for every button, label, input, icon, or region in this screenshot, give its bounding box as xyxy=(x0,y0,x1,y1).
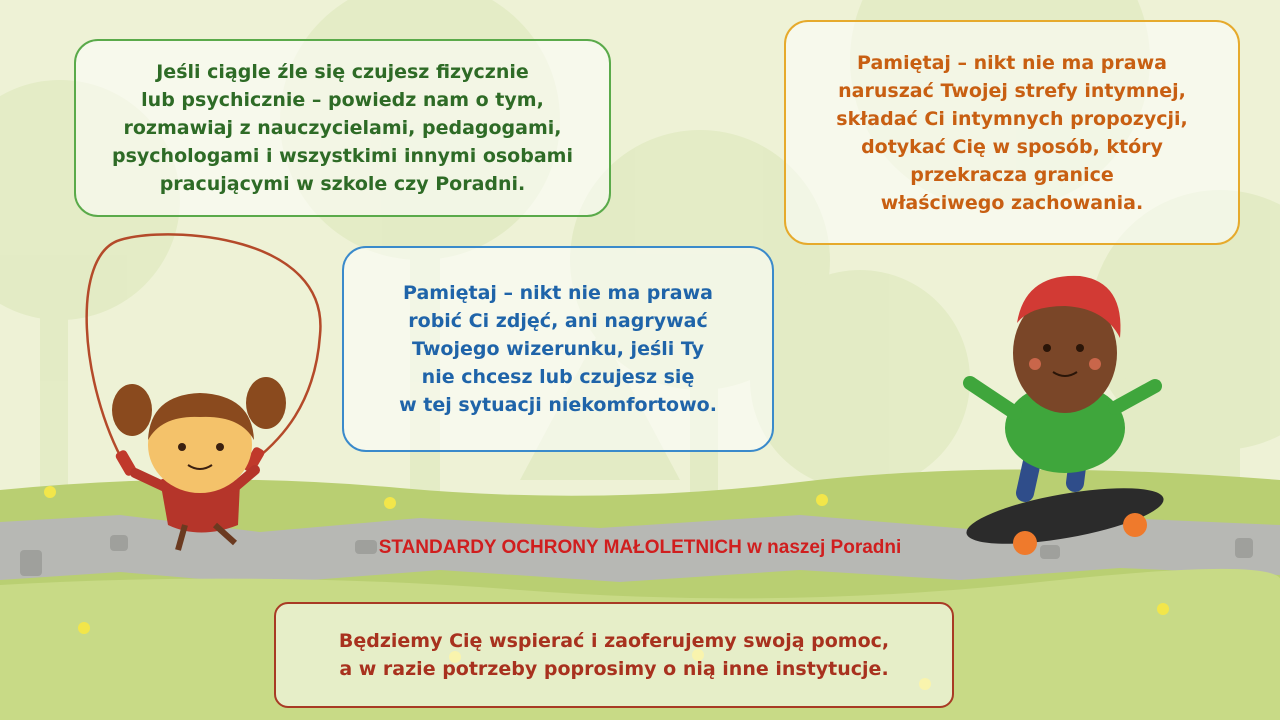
girl-jumping-rope-illustration xyxy=(70,225,340,565)
support-message-text: Jeśli ciągle źle się czujesz fizycznie lub psychicznie – powiedz nam o tym, rozmawiaj z nauczycielami, pedagogami, psychologami i wszystkimi innymi osobami pracującymi w szkole czy Poradni. xyxy=(112,61,573,195)
help-message-box xyxy=(274,602,954,708)
intimate-zone-message-text: Pamiętaj – nikt nie ma prawa naruszać Twojej strefy intymnej, składać Ci intymnych propozycji, dotykać Cię w sposób, który przekracza granice właściwego zachowania. xyxy=(836,51,1188,214)
image-rights-message-box xyxy=(342,246,774,452)
boy-skateboard-illustration xyxy=(955,268,1185,558)
intimate-zone-message-box xyxy=(784,20,1240,245)
help-message-text: Będziemy Cię wspierać i zaoferujemy swoją pomoc, a w razie potrzeby poprosimy o nią inne instytucje. xyxy=(338,630,890,680)
support-message-box xyxy=(74,39,611,217)
image-rights-message-text: Pamiętaj – nikt nie ma prawa robić Ci zdjęć, ani nagrywać Twojego wizerunku, jeśli Ty nie chcesz lub czujesz się w tej sytuacji niekomfortowo. xyxy=(399,282,717,416)
page-headline: STANDARDY OCHRONY MAŁOLETNICH w naszej Poradni xyxy=(378,537,902,558)
